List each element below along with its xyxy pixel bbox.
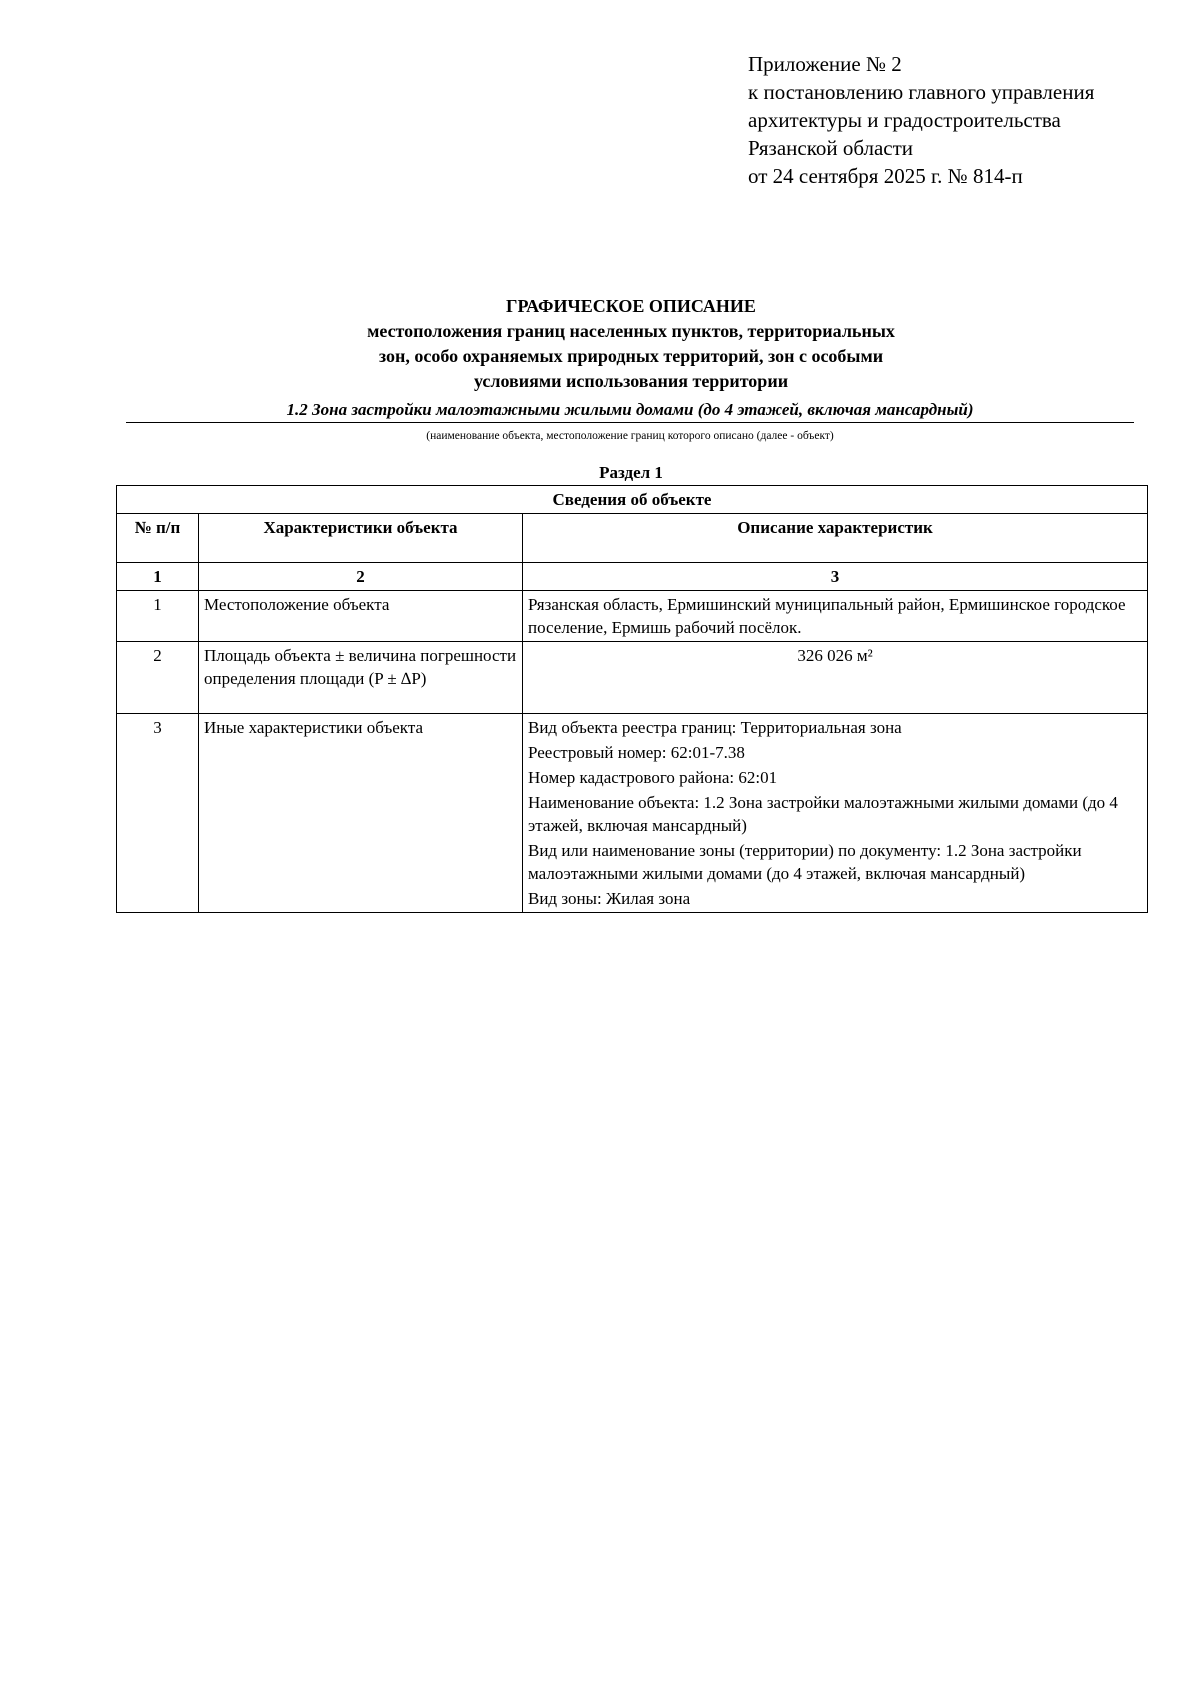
row-number: 1 (117, 591, 199, 642)
appendix-line: архитектуры и градостроительства (748, 108, 1061, 132)
column-header-characteristic: Характеристики объекта (199, 514, 523, 563)
row-description (523, 642, 1148, 714)
row-characteristic: Площадь объекта ± величина погрешности определения площади (P ± ∆P) (199, 642, 523, 714)
section-heading: Раздел 1 (599, 463, 663, 482)
row-characteristic: Иные характеристики объекта (199, 714, 523, 913)
document-subtitle-line: местоположения границ населенных пунктов, территориальных (367, 321, 895, 341)
column-number: 2 (199, 563, 523, 591)
description-line: Рязанская область, Ермишинский муниципальный район, Ермишинское городское поселение, Ермишь рабочий посёлок. (528, 595, 1126, 637)
row-description (523, 591, 1148, 642)
description-line: Реестровый номер: 62:01-7.38 (528, 743, 745, 762)
description-line: Вид объекта реестра границ: Территориальная зона (528, 718, 902, 737)
appendix-line: к постановлению главного управления (748, 80, 1095, 104)
column-header-number: № п/п (117, 514, 199, 563)
row-number: 2 (117, 642, 199, 714)
column-number-row (117, 563, 1148, 591)
document-subtitle-line: зон, особо охраняемых природных территорий, зон с особыми (378, 346, 884, 366)
column-number: 3 (523, 563, 1148, 591)
table-row (117, 591, 1148, 642)
object-info-table (116, 485, 1148, 913)
table-caption: Сведения об объекте (117, 486, 1148, 514)
appendix-block (748, 50, 1188, 190)
appendix-line: от 24 сентября 2025 г. № 814-п (748, 164, 1023, 188)
description-line: Номер кадастрового района: 62:01 (528, 768, 778, 787)
document-subtitle-line: условиями использования территории (473, 371, 789, 391)
appendix-line: Рязанской области (748, 136, 914, 160)
row-number: 3 (117, 714, 199, 913)
table-row (117, 642, 1148, 714)
table-caption-row (117, 486, 1148, 514)
object-name: 1.2 Зона застройки малоэтажными жилыми домами (до 4 этажей, включая мансардный) (126, 399, 1134, 423)
appendix-line: Приложение № 2 (748, 52, 902, 76)
document-title: ГРАФИЧЕСКОЕ ОПИСАНИЕ (506, 296, 756, 316)
column-number: 1 (117, 563, 199, 591)
row-description (523, 714, 1148, 913)
column-header-description: Описание характеристик (523, 514, 1148, 563)
table-header-row (117, 514, 1148, 563)
description-line: 326 026 м² (797, 646, 873, 665)
table-row (117, 714, 1148, 913)
title-block (126, 294, 1136, 394)
description-line: Вид зоны: Жилая зона (528, 889, 691, 908)
object-name-note: (наименование объекта, местоположение границ которого описано (далее - объект) (426, 430, 834, 442)
description-line: Наименование объекта: 1.2 Зона застройки малоэтажными жилыми домами (до 4 этажей, включая мансардный) (528, 793, 1118, 835)
row-characteristic: Местоположение объекта (199, 591, 523, 642)
description-line: Вид или наименование зоны (территории) по документу: 1.2 Зона застройки малоэтажными жилыми домами (до 4 этажей, включая мансардный) (528, 841, 1082, 883)
